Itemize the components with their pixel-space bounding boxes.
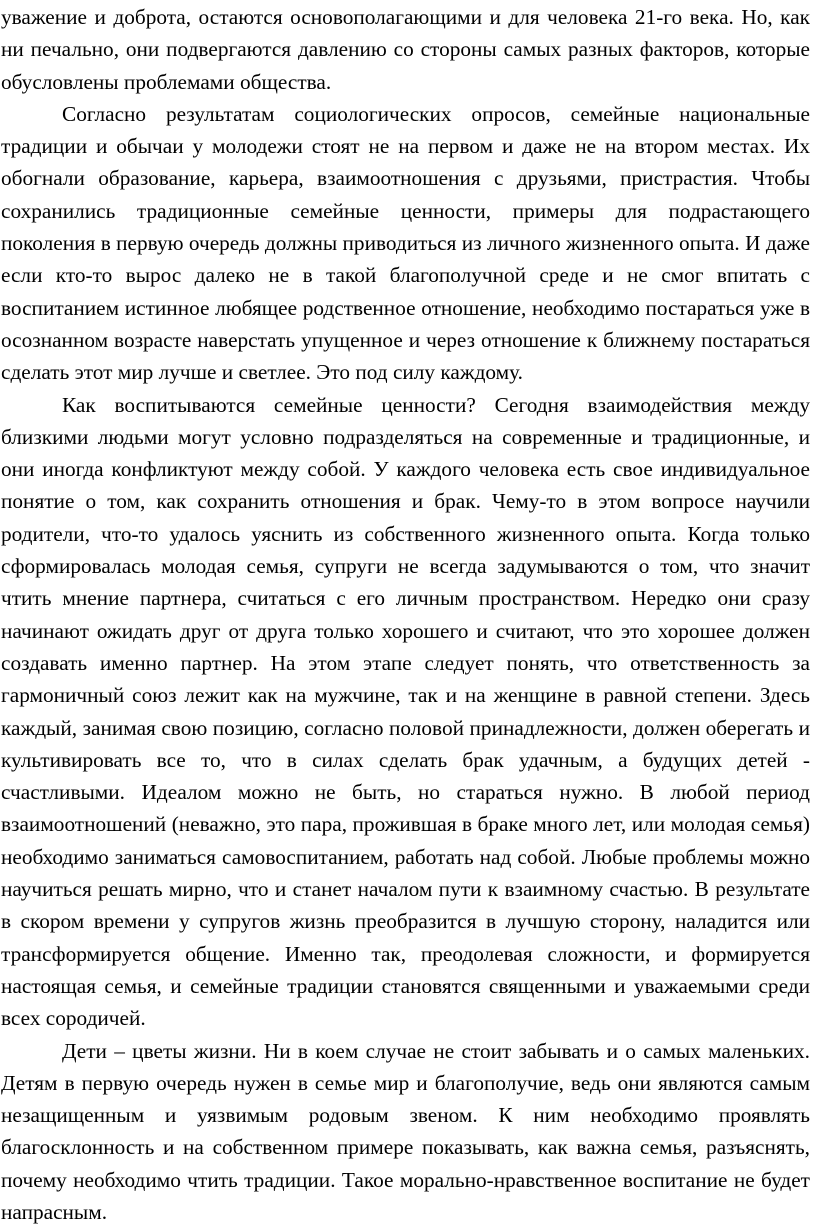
paragraph-continuation: уважение и доброта, остаются основополагающими и для человека 21-го века. Но, как ни печально, они подвергаются давлению со стороны самых разных факторов, которые обусловлены проблемами общества. [1, 5, 810, 94]
paragraph-survey-results: Согласно результатам социологических опросов, семейные национальные традиции и обычаи у молодежи стоят не на первом и даже не на втором местах. Их обогнали образование, карьера, взаимоотношения с друзьями, пристрастия. Чтобы сохранились традиционные семейные ценности, примеры для подрастающего поколения в первую очередь должны приводиться из личного жизненного опыта. И даже если кто-то вырос далеко не в такой благополучной среде и не смог впитать с воспитанием истинное любящее родственное отношение, необходимо постараться уже в осознанном возрасте наверстать упущенное и через отношение к ближнему постараться сделать этот мир лучше и светлее. Это под силу каждому. [1, 101, 810, 385]
paragraph-children: Дети – цветы жизни. Ни в коем случае не стоит забывать и о самых маленьких. Детям в первую очередь нужен в семье мир и благополучие, ведь они являются самым незащищенным и уязвимым родовым звеном. К ним необходимо проявлять благосклонность и на собственном примере показывать, как важна семья, разъяснять, почему необходимо чтить традиции. Такое морально-нравственное воспитание не будет напрасным. [1, 1038, 810, 1224]
paragraph-family-values-upbringing: Как воспитываются семейные ценности? Сегодня взаимодействия между близкими людьми могут условно подразделяться на современные и традиционные, и они иногда конфликтуют между собой. У каждого человека есть свое индивидуальное понятие о том, как сохранить отношения и брак. Чему-то в этом вопросе научили родители, что-то удалось уяснить из собственного жизненного опыта. Когда только сформировалась молодая семья, супруги не всегда задумываются о том, что значит чтить мнение партнера, считаться с его личным пространством. Нередко они сразу начинают ожидать друг от друга только хорошего и считают, что это хорошее должен создавать именно партнер. На этом этапе следует понять, что ответственность за гармоничный союз лежит как на мужчине, так и на женщине в равной степени. Здесь каждый, занимая свою позицию, согласно половой принадлежности, должен оберегать и культивировать все то, что в силах сделать брак удачным, а будущих детей - счастливыми. Идеалом можно не быть, но стараться нужно. В любой период взаимоотношений (неважно, это пара, прожившая в браке много лет, или молодая семья) необходимо заниматься самовоспитанием, работать над собой. Любые проблемы можно научиться решать мирно, что и станет началом пути к взаимному счастью. В результате в скором времени у супругов жизнь преобразится в лучшую сторону, наладится или трансформируется общение. Именно так, преодолевая сложности, и формируется настоящая семья, и семейные традиции становятся священными и уважаемыми среди всех сородичей. [1, 392, 810, 1031]
